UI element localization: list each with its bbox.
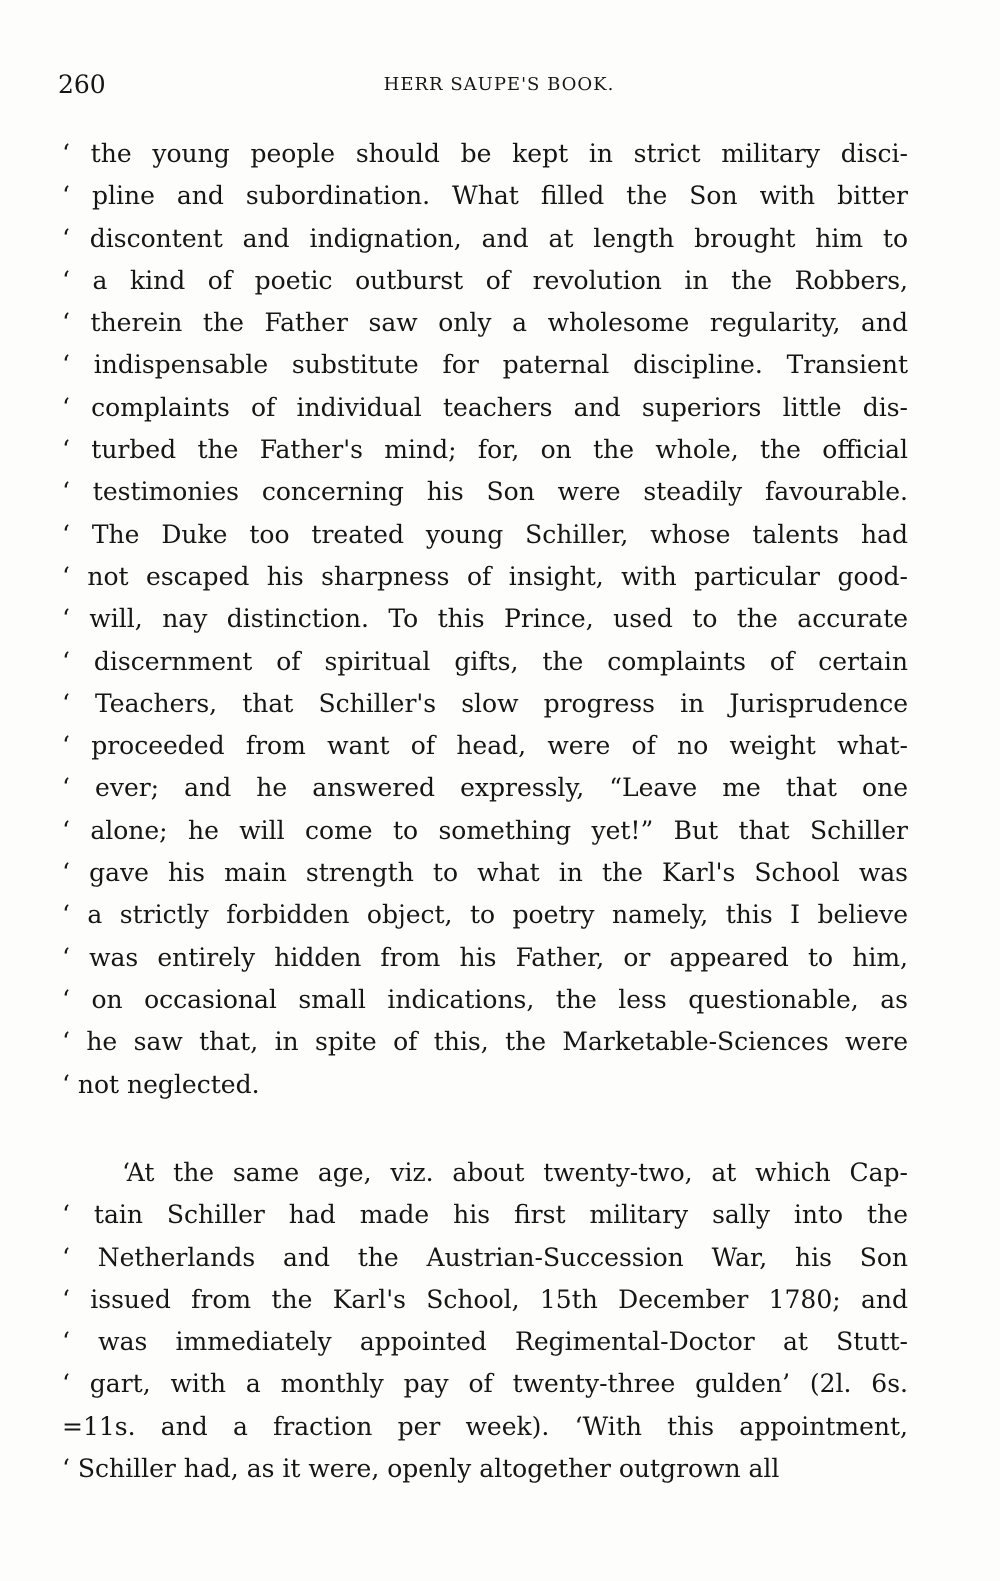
text-line: ‘ the young people should be kept in strict military disci- xyxy=(62,139,908,168)
text-line: ‘ The Duke too treated young Schiller, whose talents had xyxy=(62,519,908,549)
text-line: ‘ ever; and he answered expressly, “Leave me that one xyxy=(62,773,908,803)
text-line: ‘ gave his main strength to what in the Karl's School was xyxy=(62,858,908,888)
text-line: ‘ indispensable substitute for paternal discipline. Transient xyxy=(62,350,908,380)
text-line: ‘ issued from the Karl's School, 15th December 1780; and xyxy=(62,1284,908,1314)
text-line: ‘ testimonies concerning his Son were steadily favourable. xyxy=(62,477,908,507)
text-line: ‘ complaints of individual teachers and superiors little dis- xyxy=(62,392,908,422)
text-line: ‘ not escaped his sharpness of insight, with particular good- xyxy=(62,561,908,591)
page-number: 260 xyxy=(58,70,106,99)
text-line: ‘ on occasional small indications, the less questionable, as xyxy=(62,984,908,1014)
text-line: ‘ therein the Father saw only a wholesome regularity, and xyxy=(62,308,908,338)
text-line: ‘ Netherlands and the Austrian-Succession War, his Son xyxy=(62,1242,908,1272)
paragraph xyxy=(62,1152,908,1490)
text-line: ‘At the same age, viz. about twenty-two, at which Cap- xyxy=(122,1158,908,1187)
page-header xyxy=(58,70,910,110)
text-line: ‘ tain Schiller had made his first military sally into the xyxy=(62,1200,908,1230)
text-line: ‘ a kind of poetic outburst of revolution in the Robbers, xyxy=(62,265,908,295)
text-line: ‘ discontent and indignation, and at length brought him to xyxy=(62,223,908,253)
running-title: HERR SAUPE'S BOOK. xyxy=(383,74,615,95)
text-line: ‘ discernment of spiritual gifts, the complaints of certain xyxy=(62,646,908,676)
text-line: ‘ was immediately appointed Regimental-Doctor at Stutt- xyxy=(62,1327,908,1357)
paragraph xyxy=(62,133,908,1106)
text-line: ‘ will, nay distinction. To this Prince, used to the accurate xyxy=(62,604,908,634)
text-line: ‘ was entirely hidden from his Father, or appeared to him, xyxy=(62,942,908,972)
text-line: ‘ turbed the Father's mind; for, on the whole, the official xyxy=(62,435,908,465)
text-line: ‘ gart, with a monthly pay of twenty-three gulden’ (2l. 6s. xyxy=(62,1369,908,1399)
text-line: ‘ pline and subordination. What filled the Son with bitter xyxy=(62,181,908,211)
text-line: ‘ Schiller had, as it were, openly altogether outgrown all xyxy=(62,1454,780,1484)
text-line: ‘ a strictly forbidden object, to poetry namely, this I believe xyxy=(62,900,908,930)
text-line: ‘ alone; he will come to something yet!” But that Schiller xyxy=(62,815,908,845)
text-line: ‘ he saw that, in spite of this, the Marketable-Sciences were xyxy=(62,1027,908,1057)
text-line: ‘ Teachers, that Schiller's slow progress in Jurisprudence xyxy=(62,688,908,718)
text-line: =11s. and a fraction per week). ‘With this appointment, xyxy=(62,1411,908,1441)
text-line: ‘ not neglected. xyxy=(62,1069,260,1099)
text-line: ‘ proceeded from want of head, were of no weight what- xyxy=(62,731,908,761)
